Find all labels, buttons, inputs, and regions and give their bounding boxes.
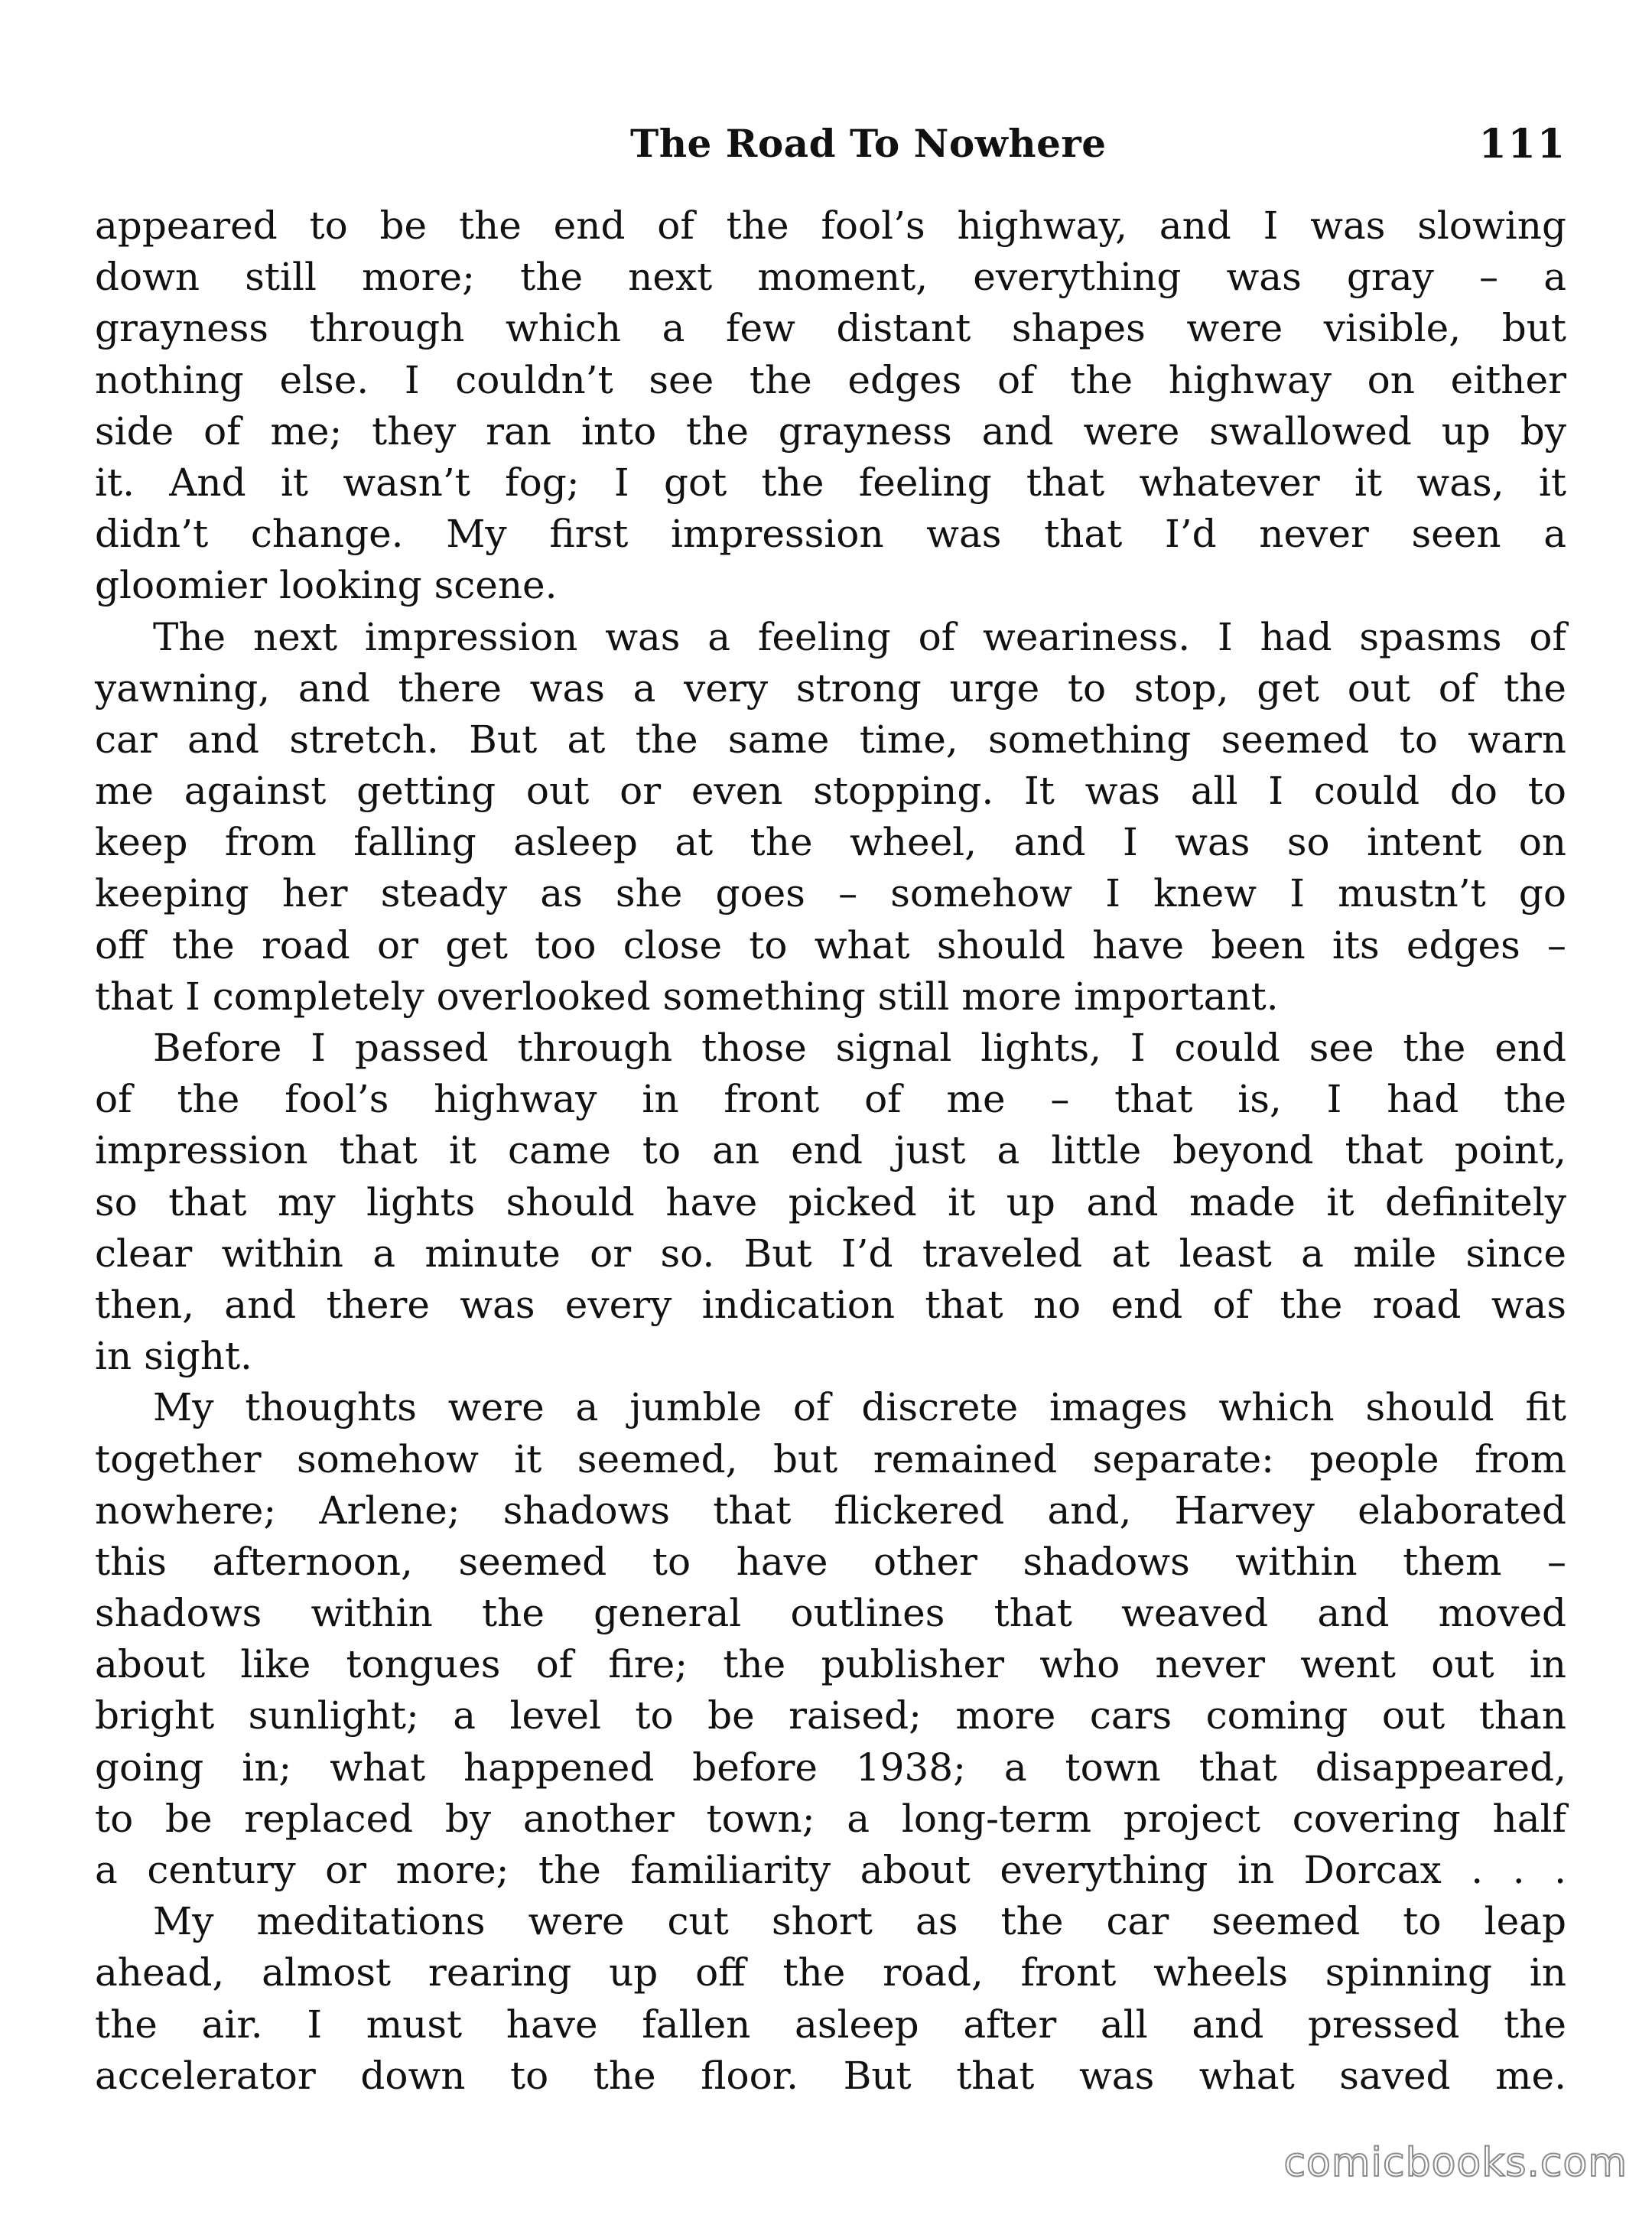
text-line: nothing else. I couldn’t see the edges of the highway on either (95, 357, 1566, 402)
running-head (95, 121, 1566, 174)
text-line: off the road or get too close to what should have been its edges – (95, 922, 1566, 968)
text-line: impression that it came to an end just a little beyond that point, (95, 1128, 1566, 1173)
text-line: together somehow it seemed, but remained separate: people from (95, 1436, 1566, 1481)
text-line: didn’t change. My first impression was that I’d never seen a (95, 512, 1566, 557)
text-line: My meditations were cut short as the car seemed to leap (153, 1899, 1566, 1944)
text-line: going in; what happened before 1938; a town that disappeared, (95, 1745, 1566, 1790)
text-line: about like tongues of fire; the publisher who never went out in (95, 1642, 1566, 1687)
text-line: bright sunlight; a level to be raised; more cars coming out than (95, 1693, 1566, 1738)
text-line: it. And it wasn’t fog; I got the feeling that whatever it was, it (95, 460, 1566, 505)
text-line: accelerator down to the floor. But that was what saved me. (95, 2053, 1566, 2098)
text-line: shadows within the general outlines that weaved and moved (95, 1591, 1566, 1636)
text-line: The next impression was a feeling of weariness. I had spasms of (153, 614, 1566, 659)
text-line: then, and there was every indication that no end of the road was (95, 1282, 1566, 1327)
running-title: The Road To Nowhere (630, 121, 1107, 166)
text-line: to be replaced by another town; a long-term project covering half (95, 1796, 1566, 1841)
watermark-logo: comicbooks.com (1283, 2140, 1628, 2186)
text-line: Before I passed through those signal lights, I could see the end (153, 1026, 1566, 1070)
text-line: My thoughts were a jumble of discrete images which should fit (153, 1385, 1566, 1430)
text-line: yawning, and there was a very strong urge to stop, get out of the (95, 665, 1566, 711)
page-number: 111 (1478, 121, 1566, 167)
text-line: this afternoon, seemed to have other shadows within them – (95, 1539, 1566, 1584)
text-line: ahead, almost rearing up off the road, front wheels spinning in (95, 1950, 1566, 1995)
text-line: side of me; they ran into the grayness and were swallowed up by (95, 408, 1566, 454)
text-line: me against getting out or even stopping. It was all I could do to (95, 769, 1566, 814)
body-text (95, 200, 1566, 2102)
text-line: car and stretch. But at the same time, something seemed to warn (95, 717, 1566, 762)
text-line: gloomier looking scene. (95, 563, 558, 608)
text-line: in sight. (95, 1334, 252, 1379)
text-line: a century or more; the familiarity about everything in Dorcax . . . (95, 1848, 1566, 1892)
text-line: grayness through which a few distant shapes were visible, but (95, 306, 1566, 351)
text-line: nowhere; Arlene; shadows that flickered and, Harvey elaborated (95, 1488, 1566, 1533)
text-line: of the fool’s highway in front of me – that is, I had the (95, 1077, 1566, 1122)
text-line: so that my lights should have picked it up and made it definitely (95, 1179, 1566, 1224)
text-line: down still more; the next moment, everything was gray – a (95, 255, 1566, 300)
text-line: keep from falling asleep at the wheel, and I was so intent on (95, 820, 1566, 865)
text-line: clear within a minute or so. But I’d traveled at least a mile since (95, 1231, 1566, 1276)
text-line: keeping her steady as she goes – somehow I knew I mustn’t go (95, 871, 1566, 916)
text-line: the air. I must have fallen asleep after all and pressed the (95, 2002, 1566, 2047)
text-line: that I completely overlooked something still more important. (95, 974, 1279, 1019)
text-line: appeared to be the end of the fool’s highway, and I was slowing (95, 203, 1566, 248)
